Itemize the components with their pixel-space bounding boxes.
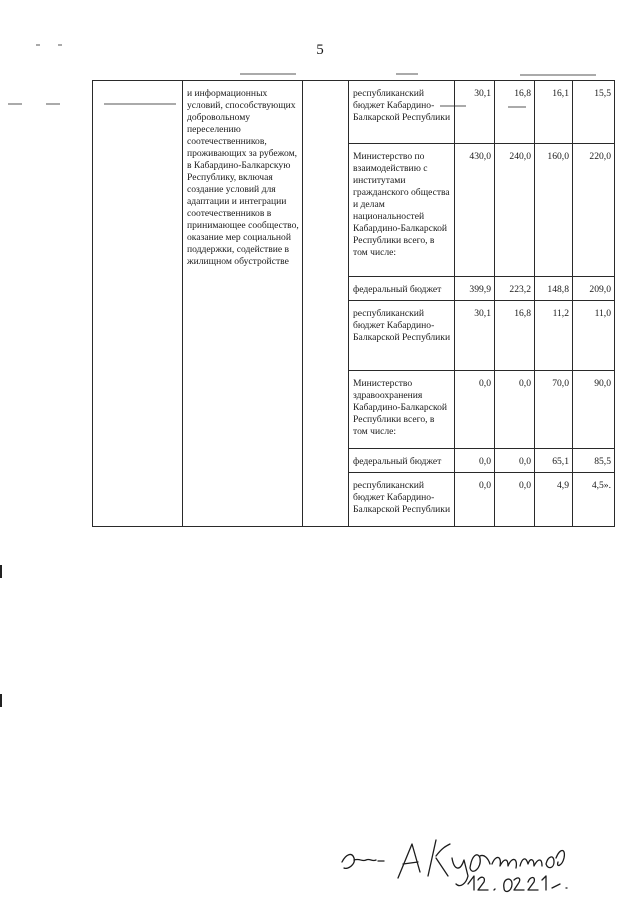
value-cell: 16,8 [495, 301, 535, 371]
value-cell: 209,0 [573, 277, 615, 301]
budget-table [92, 80, 615, 527]
value-cell: 16,8 [495, 81, 535, 144]
value-cell: 0,0 [455, 473, 495, 527]
value-cell: 148,8 [535, 277, 573, 301]
value-cell: 65,1 [535, 449, 573, 473]
value-cell: 0,0 [455, 371, 495, 449]
value-cell: 90,0 [573, 371, 615, 449]
value-cell: 70,0 [535, 371, 573, 449]
funding-source: республиканский бюджет Кабардино-Балкарской Республики [349, 473, 455, 527]
value-cell: 0,0 [455, 449, 495, 473]
value-cell: 11,2 [535, 301, 573, 371]
value-cell: 16,1 [535, 81, 573, 144]
value-cell: 4,5». [573, 473, 615, 527]
value-cell: 85,5 [573, 449, 615, 473]
value-cell: 220,0 [573, 144, 615, 277]
empty-cell [303, 81, 349, 527]
funding-source: республиканский бюджет Кабардино-Балкарской Республики [349, 81, 455, 144]
funding-source: федеральный бюджет [349, 449, 455, 473]
value-cell: 4,9 [535, 473, 573, 527]
value-cell: 0,0 [495, 473, 535, 527]
value-cell: 240,0 [495, 144, 535, 277]
value-cell: 399,9 [455, 277, 495, 301]
funding-source: республиканский бюджет Кабардино-Балкарской Республики [349, 301, 455, 371]
value-cell: 15,5 [573, 81, 615, 144]
page-number: 5 [316, 42, 324, 58]
value-cell: 0,0 [495, 371, 535, 449]
value-cell: 30,1 [455, 301, 495, 371]
value-cell: 0,0 [495, 449, 535, 473]
value-cell: 223,2 [495, 277, 535, 301]
funding-source: Министерство здравоохранения Кабардино-Балкарской Республики всего, в том числе: [349, 371, 455, 449]
funding-source: федеральный бюджет [349, 277, 455, 301]
empty-cell [93, 81, 183, 527]
value-cell: 430,0 [455, 144, 495, 277]
value-cell: 160,0 [535, 144, 573, 277]
table-row [93, 81, 615, 144]
value-cell: 30,1 [455, 81, 495, 144]
handwritten-signature [328, 818, 598, 893]
activity-description: и информационных условий, способствующих добровольному переселению соотечественников, проживающих за рубежом, в Кабардино-Балкарскую Республику, включая создание условий для адаптации и интеграции соотечественников в принимающее сообщество, оказание мер социальной поддержки, содействие в жилищном обустройстве [183, 81, 303, 527]
funding-source: Министерство по взаимодействию с институтами гражданского общества и делам национальностей Кабардино-Балкарской Республики всего, в том числе: [349, 144, 455, 277]
value-cell: 11,0 [573, 301, 615, 371]
